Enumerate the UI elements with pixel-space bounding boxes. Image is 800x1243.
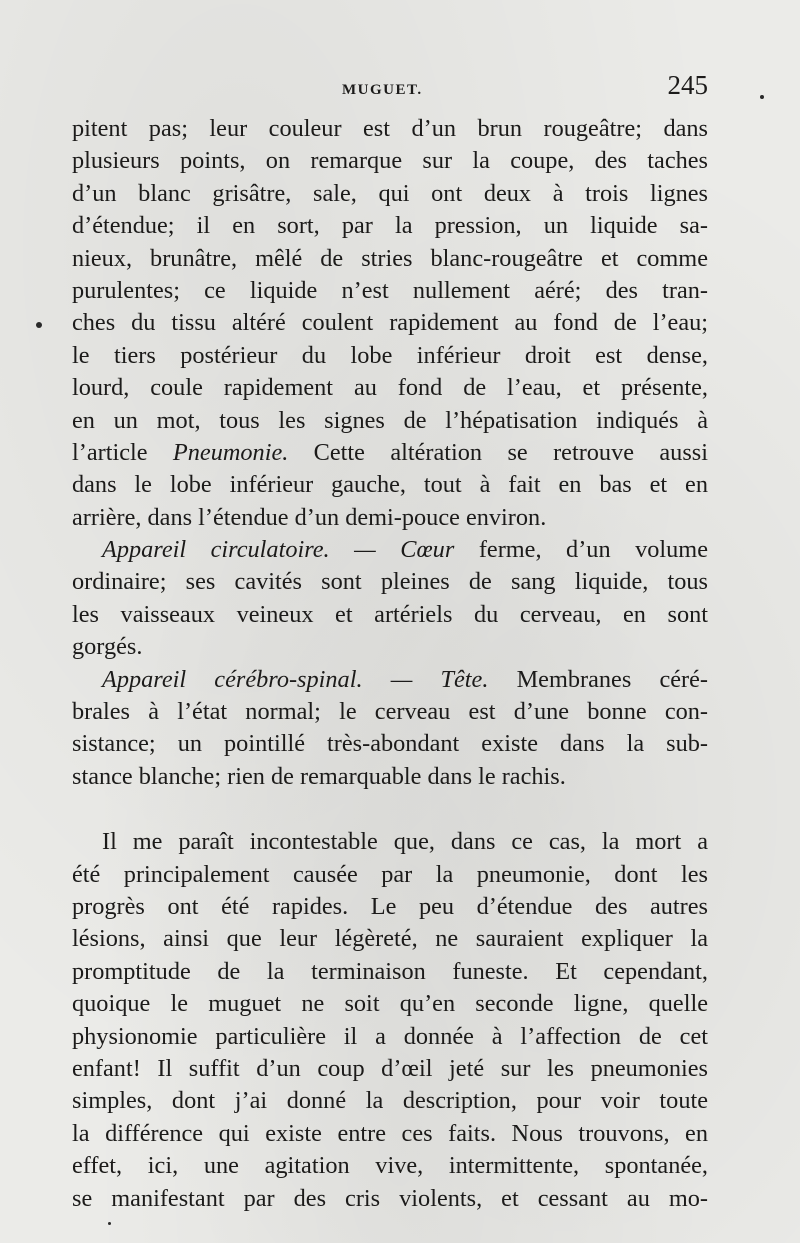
text-run: Cette altération se retrouve aussi xyxy=(288,438,708,466)
text-line: stance blanche; rien de remarquable dans le rachis. xyxy=(72,762,566,790)
text-line: se manifestant par des cris violents, et cessant au mo- xyxy=(72,1184,708,1212)
text-line: lourd, coule rapidement au fond de l’eau, et présente, xyxy=(72,374,708,402)
paragraph-gap xyxy=(72,793,708,826)
text-line: quoique le muguet ne soit qu’en seconde ligne, quelle xyxy=(72,990,708,1018)
text-line: purulentes; ce liquide n’est nullement aéré; des tran- xyxy=(72,276,708,304)
text-line: d’un blanc grisâtre, sale, qui ont deux à trois lignes xyxy=(72,179,708,207)
text-line: brales à l’état normal; le cerveau est d’une bonne con- xyxy=(72,698,708,726)
text-line: effet, ici, une agitation vive, intermittente, spontanée, xyxy=(72,1152,708,1180)
italic-term: Pneumonie. xyxy=(172,438,289,466)
text-line: plusieurs points, on remarque sur la coupe, des taches xyxy=(72,147,708,175)
text-line: promptitude de la terminaison funeste. Et cependant, xyxy=(72,957,708,985)
section-heading: Appareil circulatoire. — Cœur xyxy=(102,536,455,564)
text-line: sistance; un pointillé très-abondant existe dans la sub- xyxy=(72,730,708,758)
ink-speck xyxy=(108,1222,111,1225)
body-text xyxy=(72,113,708,1215)
text-line: gorgés. xyxy=(72,633,143,661)
text-line: pitent pas; leur couleur est d’un brun rougeâtre; dans xyxy=(72,115,708,142)
text-line: ordinaire; ses cavités sont pleines de sang liquide, tous xyxy=(72,568,708,596)
running-head: MUGUET. xyxy=(342,82,423,98)
text-line: nieux, brunâtre, mêlé de stries blanc-rougeâtre et comme xyxy=(72,244,708,272)
text-line xyxy=(72,664,708,696)
text-line: enfant! Il suffit d’un coup d’œil jeté sur les pneumonies xyxy=(72,1054,708,1082)
text-run: ferme, d’un volume xyxy=(454,536,708,564)
text-line: ches du tissu altéré coulent rapidement au fond de l’eau; xyxy=(72,309,708,337)
text-line xyxy=(72,534,708,566)
ink-speck xyxy=(760,95,764,99)
text-line: les vaisseaux veineux et artériels du cerveau, en sont xyxy=(72,600,708,628)
text-line: le tiers postérieur du lobe inférieur droit est dense, xyxy=(72,341,708,369)
text-line: progrès ont été rapides. Le peu d’étendue des autres xyxy=(72,892,708,920)
text-line: dans le lobe inférieur gauche, tout à fait en bas et en xyxy=(72,471,708,499)
page-header xyxy=(72,70,708,110)
text-run: Membranes céré- xyxy=(488,665,708,693)
text-line: en un mot, tous les signes de l’hépatisation indiqués à xyxy=(72,406,708,434)
text-line: lésions, ainsi que leur légèreté, ne sauraient expliquer la xyxy=(72,925,708,953)
text-line: Il me paraît incontestable que, dans ce cas, la mort a xyxy=(102,828,708,856)
text-line: la différence qui existe entre ces faits. Nous trouvons, en xyxy=(72,1119,708,1147)
text-line: arrière, dans l’étendue d’un demi-pouce environ. xyxy=(72,503,547,531)
text-line: d’étendue; il en sort, par la pression, un liquide sa- xyxy=(72,212,708,240)
page-number: 245 xyxy=(667,70,708,100)
text-run: l’article xyxy=(72,438,173,466)
text-line xyxy=(72,437,708,469)
section-heading: Appareil cérébro-spinal. — Tête. xyxy=(102,665,489,693)
text-line: physionomie particulière il a donnée à l’affection de cet xyxy=(72,1022,708,1050)
ink-speck xyxy=(36,322,42,328)
text-line: été principalement causée par la pneumonie, dont les xyxy=(72,860,708,888)
text-line: simples, dont j’ai donné la description, pour voir toute xyxy=(72,1087,708,1115)
